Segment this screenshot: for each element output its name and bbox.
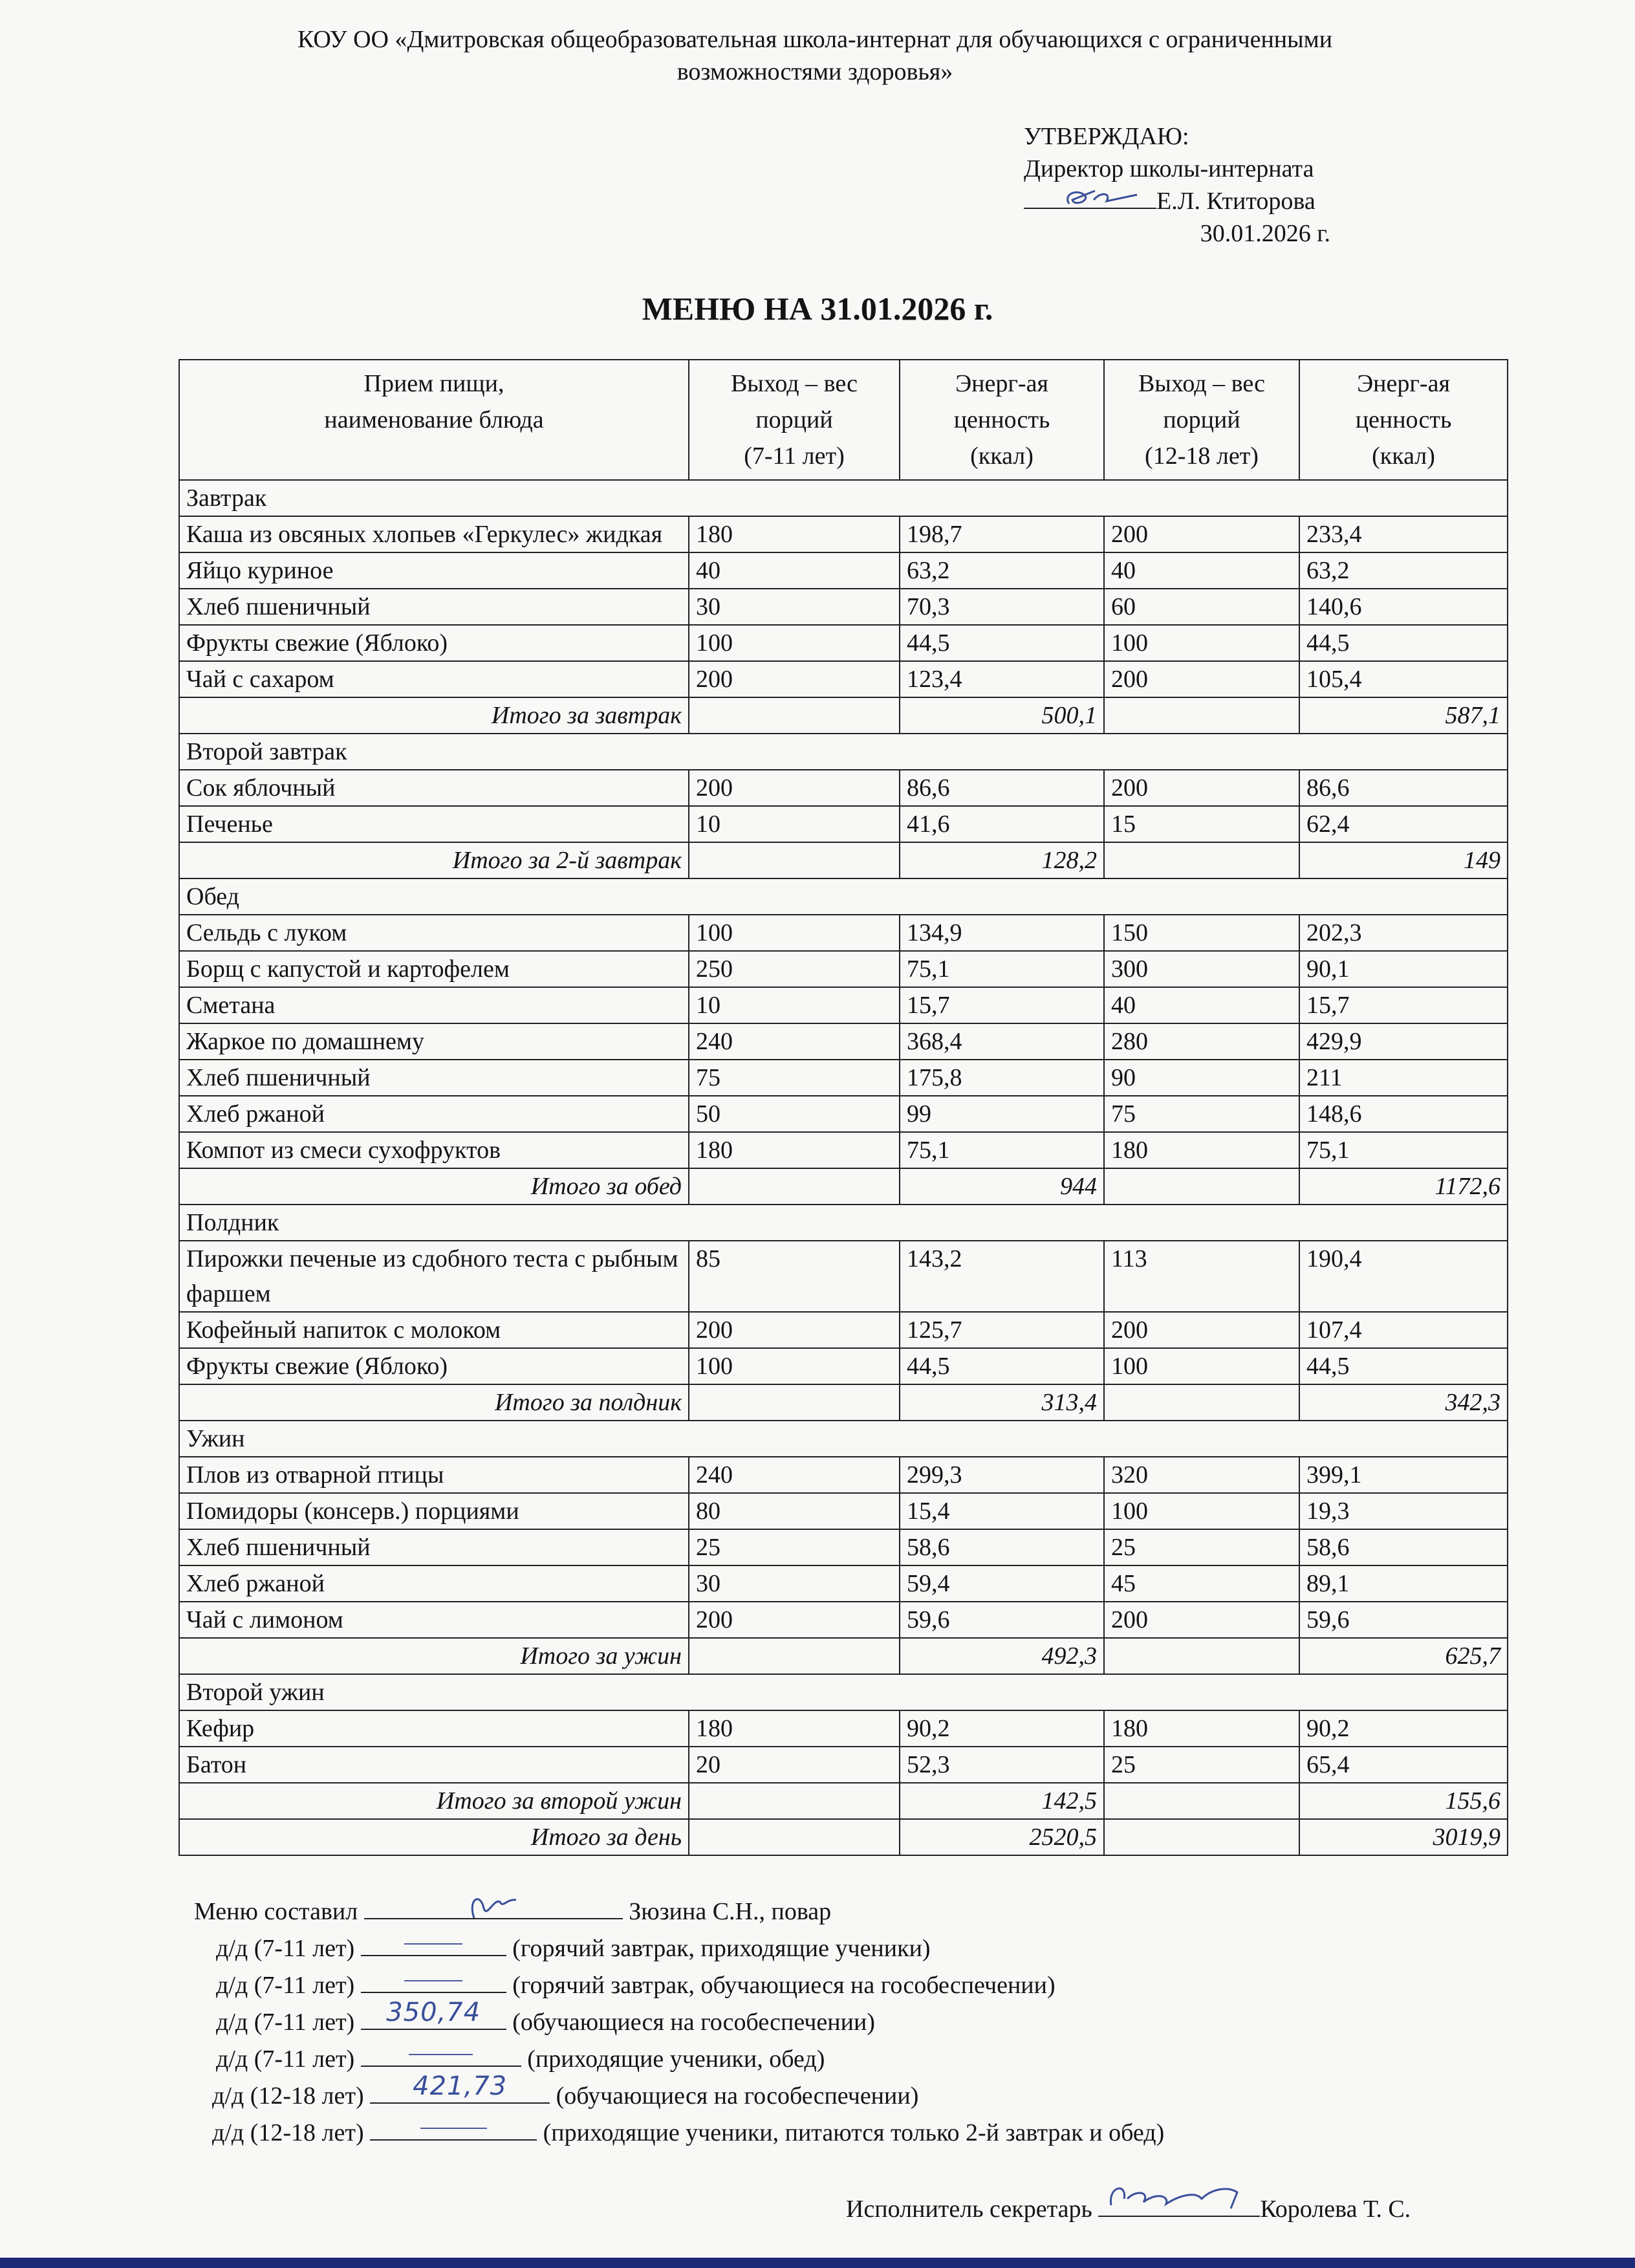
- yield-12-18: 280: [1104, 1023, 1299, 1060]
- section-name: Обед: [179, 878, 1508, 915]
- energy-7-11: 86,6: [900, 770, 1104, 806]
- total-energy-7-11: 142,5: [900, 1783, 1104, 1819]
- total-label: Итого за 2-й завтрак: [179, 842, 689, 878]
- organization-header: [149, 23, 1481, 88]
- total-label: Итого за завтрак: [179, 697, 689, 734]
- energy-12-18: 15,7: [1299, 987, 1508, 1023]
- dish-name: Хлеб пшеничный: [179, 589, 689, 625]
- energy-12-18: 62,4: [1299, 806, 1508, 842]
- energy-12-18: 86,6: [1299, 770, 1508, 806]
- dish-name: Хлеб ржаной: [179, 1565, 689, 1602]
- yield-7-11: 200: [689, 1312, 900, 1348]
- yield-7-11: 85: [689, 1241, 900, 1312]
- handwritten-amount: 350,74: [386, 1998, 481, 2027]
- yield-7-11: 240: [689, 1023, 900, 1060]
- allowance-amount-field: [361, 1998, 506, 2030]
- section-name: Завтрак: [179, 480, 1508, 516]
- allowance-line: [194, 2071, 1520, 2113]
- yield-12-18: 75: [1104, 1096, 1299, 1132]
- yield-12-18: 60: [1104, 589, 1299, 625]
- allowance-line: [194, 1929, 1520, 1966]
- energy-7-11: 63,2: [900, 552, 1104, 589]
- dish-name: Плов из отварной птицы: [179, 1457, 689, 1493]
- section-row: [179, 480, 1508, 516]
- yield-12-18: 90: [1104, 1060, 1299, 1096]
- scan-edge-strip: [0, 2258, 1635, 2268]
- yield-12-18: 180: [1104, 1132, 1299, 1168]
- energy-7-11: 123,4: [900, 661, 1104, 697]
- empty-cell: [1104, 1384, 1299, 1421]
- allowance-description: (приходящие ученики, обед): [527, 2045, 825, 2073]
- empty-cell: [689, 1384, 900, 1421]
- yield-7-11: 250: [689, 951, 900, 987]
- total-energy-7-11: 492,3: [900, 1638, 1104, 1674]
- energy-12-18: 107,4: [1299, 1312, 1508, 1348]
- dish-name: Чай с лимоном: [179, 1602, 689, 1638]
- allowance-description: (обучающиеся на гособеспечении): [556, 2082, 919, 2110]
- approval-label: УТВЕРЖДАЮ:: [1024, 123, 1189, 150]
- yield-7-11: 30: [689, 1565, 900, 1602]
- executor-row: [846, 2190, 1411, 2223]
- total-energy-7-11: 500,1: [900, 697, 1104, 734]
- empty-cell: [689, 1783, 900, 1819]
- energy-7-11: 70,3: [900, 589, 1104, 625]
- page-title: МЕНЮ НА 31.01.2026 г.: [642, 290, 993, 327]
- allowance-amount-field: [361, 1966, 506, 1993]
- approval-position: Директор школы-интерната: [1024, 155, 1314, 182]
- empty-cell: [1104, 1783, 1299, 1819]
- dish-name: Сметана: [179, 987, 689, 1023]
- energy-12-18: 89,1: [1299, 1565, 1508, 1602]
- energy-7-11: 15,4: [900, 1493, 1104, 1529]
- table-row: [179, 1747, 1508, 1783]
- allowance-amount-field: [361, 2040, 521, 2067]
- yield-7-11: 100: [689, 625, 900, 661]
- energy-12-18: 105,4: [1299, 661, 1508, 697]
- empty-cell: [689, 697, 900, 734]
- composed-name: Зюзина С.Н., повар: [629, 1898, 832, 1925]
- composed-row: [194, 1892, 1520, 1929]
- section-total-row: [179, 1783, 1508, 1819]
- yield-12-18: 100: [1104, 625, 1299, 661]
- header-meal: Прием пищи, наименование блюда: [179, 360, 689, 480]
- energy-7-11: 59,6: [900, 1602, 1104, 1638]
- table-row: [179, 1348, 1508, 1384]
- handwritten-dash: [420, 2128, 487, 2129]
- organization-line-2: возможностями здоровья»: [677, 58, 953, 85]
- dish-name: Печенье: [179, 806, 689, 842]
- total-energy-12-18: 587,1: [1299, 697, 1508, 734]
- table-row: [179, 1493, 1508, 1529]
- cook-signature: [364, 1892, 623, 1919]
- energy-12-18: 399,1: [1299, 1457, 1508, 1493]
- yield-7-11: 25: [689, 1529, 900, 1565]
- dish-name: Компот из смеси сухофруктов: [179, 1132, 689, 1168]
- dish-name: Каша из овсяных хлопьев «Геркулес» жидкая: [179, 516, 689, 552]
- executor-label: Исполнитель секретарь: [846, 2196, 1092, 2223]
- dish-name: Хлеб пшеничный: [179, 1060, 689, 1096]
- energy-12-18: 202,3: [1299, 915, 1508, 951]
- energy-12-18: 19,3: [1299, 1493, 1508, 1529]
- table-row: [179, 1096, 1508, 1132]
- signature-scribble-icon: [1024, 187, 1156, 208]
- energy-12-18: 190,4: [1299, 1241, 1508, 1312]
- allowance-description: (горячий завтрак, приходящие ученики): [512, 1935, 931, 1962]
- energy-12-18: 63,2: [1299, 552, 1508, 589]
- table-row: [179, 1312, 1508, 1348]
- yield-12-18: 100: [1104, 1493, 1299, 1529]
- allowance-line: [194, 2113, 1520, 2150]
- yield-12-18: 100: [1104, 1348, 1299, 1384]
- total-energy-12-18: 342,3: [1299, 1384, 1508, 1421]
- table-header-row: [179, 360, 1508, 480]
- energy-7-11: 58,6: [900, 1529, 1104, 1565]
- energy-7-11: 143,2: [900, 1241, 1104, 1312]
- yield-7-11: 200: [689, 661, 900, 697]
- director-name: Е.Л. Ктиторова: [1156, 188, 1316, 215]
- yield-7-11: 40: [689, 552, 900, 589]
- table-row: [179, 1241, 1508, 1312]
- energy-7-11: 44,5: [900, 625, 1104, 661]
- yield-12-18: 300: [1104, 951, 1299, 987]
- section-row: [179, 1205, 1508, 1241]
- yield-12-18: 200: [1104, 1602, 1299, 1638]
- yield-12-18: 25: [1104, 1529, 1299, 1565]
- yield-12-18: 15: [1104, 806, 1299, 842]
- section-name: Второй завтрак: [179, 734, 1508, 770]
- yield-12-18: 113: [1104, 1241, 1299, 1312]
- age-group-label: д/д (7-11 лет): [216, 2045, 355, 2073]
- yield-7-11: 50: [689, 1096, 900, 1132]
- section-name: Полдник: [179, 1205, 1508, 1241]
- empty-cell: [1104, 697, 1299, 734]
- yield-7-11: 100: [689, 1348, 900, 1384]
- yield-12-18: 40: [1104, 987, 1299, 1023]
- table-row: [179, 516, 1508, 552]
- dish-name: Пирожки печеные из сдобного теста с рыбным фаршем: [179, 1241, 689, 1312]
- table-row: [179, 1023, 1508, 1060]
- yield-12-18: 320: [1104, 1457, 1299, 1493]
- handwritten-dash: [404, 1943, 462, 1945]
- empty-cell: [689, 1168, 900, 1205]
- allowance-description: (обучающиеся на гособеспечении): [512, 2009, 875, 2036]
- director-signature: [1024, 187, 1156, 209]
- energy-7-11: 52,3: [900, 1747, 1104, 1783]
- yield-12-18: 25: [1104, 1747, 1299, 1783]
- menu-table-body: [179, 480, 1508, 1855]
- table-row: [179, 552, 1508, 589]
- energy-12-18: 59,6: [1299, 1602, 1508, 1638]
- energy-7-11: 125,7: [900, 1312, 1104, 1348]
- empty-cell: [689, 842, 900, 878]
- table-row: [179, 1132, 1508, 1168]
- signature-scribble-icon: [364, 1879, 623, 1918]
- section-total-row: [179, 842, 1508, 878]
- section-name: Второй ужин: [179, 1674, 1508, 1710]
- dish-name: Хлеб пшеничный: [179, 1529, 689, 1565]
- executor-signature: [1098, 2190, 1260, 2217]
- table-row: [179, 1529, 1508, 1565]
- energy-7-11: 59,4: [900, 1565, 1104, 1602]
- yield-7-11: 200: [689, 1602, 900, 1638]
- table-row: [179, 770, 1508, 806]
- section-name: Ужин: [179, 1421, 1508, 1457]
- table-row: [179, 1565, 1508, 1602]
- total-energy-12-18: 155,6: [1299, 1783, 1508, 1819]
- empty-cell: [1104, 842, 1299, 878]
- executor-name: Королева Т. С.: [1260, 2196, 1411, 2223]
- table-row: [179, 1060, 1508, 1096]
- yield-12-18: 200: [1104, 516, 1299, 552]
- dish-name: Жаркое по домашнему: [179, 1023, 689, 1060]
- section-row: [179, 878, 1508, 915]
- yield-12-18: 180: [1104, 1710, 1299, 1747]
- header-yield-12-18: Выход – вес порций (12-18 лет): [1104, 360, 1299, 480]
- dish-name: Чай с сахаром: [179, 661, 689, 697]
- total-energy-12-18: 625,7: [1299, 1638, 1508, 1674]
- dish-name: Батон: [179, 1747, 689, 1783]
- age-group-label: д/д (7-11 лет): [216, 2009, 355, 2036]
- energy-7-11: 134,9: [900, 915, 1104, 951]
- total-energy-7-11: 313,4: [900, 1384, 1104, 1421]
- handwritten-dash: [404, 1980, 462, 1981]
- empty-cell: [1104, 1168, 1299, 1205]
- energy-7-11: 368,4: [900, 1023, 1104, 1060]
- age-group-label: д/д (12-18 лет): [212, 2119, 364, 2146]
- age-group-label: д/д (12-18 лет): [212, 2082, 364, 2110]
- total-energy-12-18: 1172,6: [1299, 1168, 1508, 1205]
- approval-signature-line: [1024, 185, 1386, 217]
- energy-7-11: 198,7: [900, 516, 1104, 552]
- energy-7-11: 90,2: [900, 1710, 1104, 1747]
- header-energy-7-11: Энерг-ая ценность (ккал): [900, 360, 1104, 480]
- table-row: [179, 625, 1508, 661]
- composed-label: Меню составил: [194, 1898, 358, 1925]
- energy-7-11: 75,1: [900, 1132, 1104, 1168]
- empty-cell: [1104, 1638, 1299, 1674]
- table-row: [179, 589, 1508, 625]
- table-row: [179, 1457, 1508, 1493]
- table-row: [179, 951, 1508, 987]
- allowance-description: (приходящие ученики, питаются только 2-й завтрак и обед): [543, 2119, 1165, 2146]
- energy-12-18: 58,6: [1299, 1529, 1508, 1565]
- yield-12-18: 150: [1104, 915, 1299, 951]
- day-total-energy-7-11: 2520,5: [900, 1819, 1104, 1855]
- empty-cell: [1104, 1819, 1299, 1855]
- signature-scribble-icon: [1098, 2173, 1260, 2218]
- energy-7-11: 41,6: [900, 806, 1104, 842]
- total-label: Итого за полдник: [179, 1384, 689, 1421]
- dish-name: Яйцо куриное: [179, 552, 689, 589]
- yield-7-11: 200: [689, 770, 900, 806]
- approval-block: [1024, 120, 1386, 250]
- yield-7-11: 180: [689, 1710, 900, 1747]
- dish-name: Борщ с капустой и картофелем: [179, 951, 689, 987]
- energy-12-18: 90,2: [1299, 1710, 1508, 1747]
- yield-7-11: 10: [689, 987, 900, 1023]
- energy-12-18: 148,6: [1299, 1096, 1508, 1132]
- energy-12-18: 140,6: [1299, 589, 1508, 625]
- section-total-row: [179, 1384, 1508, 1421]
- organization-line-1: КОУ ОО «Дмитровская общеобразовательная школа-интернат для обучающихся с ограниченными: [297, 26, 1333, 53]
- header-energy-12-18: Энерг-ая ценность (ккал): [1299, 360, 1508, 480]
- approval-date: 30.01.2026 г.: [1200, 220, 1330, 247]
- yield-12-18: 200: [1104, 770, 1299, 806]
- energy-7-11: 175,8: [900, 1060, 1104, 1096]
- total-energy-7-11: 944: [900, 1168, 1104, 1205]
- dish-name: Сок яблочный: [179, 770, 689, 806]
- dish-name: Помидоры (консерв.) порциями: [179, 1493, 689, 1529]
- day-total-energy-12-18: 3019,9: [1299, 1819, 1508, 1855]
- allowance-amount-field: [370, 2113, 537, 2141]
- section-total-row: [179, 1168, 1508, 1205]
- energy-12-18: 75,1: [1299, 1132, 1508, 1168]
- table-row: [179, 806, 1508, 842]
- age-group-label: д/д (7-11 лет): [216, 1935, 355, 1962]
- energy-7-11: 99: [900, 1096, 1104, 1132]
- header-yield-7-11: Выход – вес порций (7-11 лет): [689, 360, 900, 480]
- day-total-row: [179, 1819, 1508, 1855]
- table-row: [179, 1710, 1508, 1747]
- table-row: [179, 1602, 1508, 1638]
- day-total-label: Итого за день: [179, 1819, 689, 1855]
- dish-name: Кефир: [179, 1710, 689, 1747]
- yield-7-11: 100: [689, 915, 900, 951]
- dish-name: Хлеб ржаной: [179, 1096, 689, 1132]
- dish-name: Сельдь с луком: [179, 915, 689, 951]
- total-energy-12-18: 149: [1299, 842, 1508, 878]
- energy-12-18: 429,9: [1299, 1023, 1508, 1060]
- handwritten-amount: 421,73: [413, 2071, 508, 2101]
- energy-7-11: 75,1: [900, 951, 1104, 987]
- empty-cell: [689, 1819, 900, 1855]
- yield-12-18: 200: [1104, 1312, 1299, 1348]
- dish-name: Фрукты свежие (Яблоко): [179, 1348, 689, 1384]
- yield-12-18: 40: [1104, 552, 1299, 589]
- energy-12-18: 233,4: [1299, 516, 1508, 552]
- table-row: [179, 987, 1508, 1023]
- energy-7-11: 15,7: [900, 987, 1104, 1023]
- energy-12-18: 44,5: [1299, 1348, 1508, 1384]
- table-row: [179, 661, 1508, 697]
- table-row: [179, 915, 1508, 951]
- yield-7-11: 30: [689, 589, 900, 625]
- section-total-row: [179, 697, 1508, 734]
- menu-table: [179, 359, 1508, 1856]
- yield-7-11: 180: [689, 1132, 900, 1168]
- yield-7-11: 180: [689, 516, 900, 552]
- total-energy-7-11: 128,2: [900, 842, 1104, 878]
- allowance-line: [194, 1998, 1520, 2040]
- dish-name: Кофейный напиток с молоком: [179, 1312, 689, 1348]
- section-row: [179, 1421, 1508, 1457]
- allowance-description: (горячий завтрак, обучающиеся на гособеспечении): [512, 1972, 1056, 1999]
- yield-7-11: 75: [689, 1060, 900, 1096]
- energy-7-11: 44,5: [900, 1348, 1104, 1384]
- energy-12-18: 65,4: [1299, 1747, 1508, 1783]
- yield-7-11: 20: [689, 1747, 900, 1783]
- yield-7-11: 80: [689, 1493, 900, 1529]
- footer-block: [194, 1892, 1520, 2150]
- energy-12-18: 44,5: [1299, 625, 1508, 661]
- dish-name: Фрукты свежие (Яблоко): [179, 625, 689, 661]
- yield-7-11: 10: [689, 806, 900, 842]
- total-label: Итого за второй ужин: [179, 1783, 689, 1819]
- section-total-row: [179, 1638, 1508, 1674]
- total-label: Итого за ужин: [179, 1638, 689, 1674]
- yield-7-11: 240: [689, 1457, 900, 1493]
- empty-cell: [689, 1638, 900, 1674]
- section-row: [179, 734, 1508, 770]
- yield-12-18: 45: [1104, 1565, 1299, 1602]
- yield-12-18: 200: [1104, 661, 1299, 697]
- section-row: [179, 1674, 1508, 1710]
- handwritten-dash: [409, 2054, 473, 2055]
- age-group-label: д/д (7-11 лет): [216, 1972, 355, 1999]
- allowance-amount-field: [370, 2071, 550, 2104]
- allowance-amount-field: [361, 1929, 506, 1956]
- energy-12-18: 90,1: [1299, 951, 1508, 987]
- total-label: Итого за обед: [179, 1168, 689, 1205]
- energy-7-11: 299,3: [900, 1457, 1104, 1493]
- energy-12-18: 211: [1299, 1060, 1508, 1096]
- daily-allowance-lines: [194, 1929, 1520, 2150]
